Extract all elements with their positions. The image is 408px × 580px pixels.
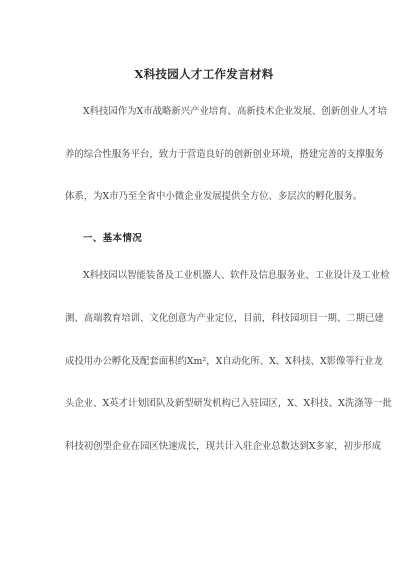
intro-line-3: 体系，为X市乃至全省中小微企业发展提供全方位、多层次的孵化服务。 — [65, 191, 363, 202]
intro-line-1: X科技园作为X市战略新兴产业培育、高新技术企业发展、创新创业人才培 — [83, 106, 387, 117]
intro-line-2: 养的综合性服务平台，致力于营造良好的创新创业环境，搭建完善的支撑服务 — [65, 149, 384, 160]
section-heading-basic-info: 一、基本情况 — [83, 233, 143, 244]
section1-line-5: 科技初创型企业在园区快速成长，现共计入驻企业总数达到X多家，初步形成 — [65, 441, 382, 452]
section1-line-4: 头企业、X英才计划团队及新型研发机构已入驻园区，X、X科技、X洗涤等一批 — [65, 398, 392, 409]
section1-line-1: X科技园以智能装备及工业机器人、软件及信息服务业、工业设计及工业检 — [83, 270, 390, 281]
section1-line-3: 成投用办公孵化及配套面积约Xm²，X自动化所、X、X科技、X影像等行业龙 — [65, 356, 383, 367]
document-title: X科技园人才工作发言材料 — [134, 67, 274, 81]
section1-line-2: 测、高端教育培训、文化创意为产业定位，目前，科技园项目一期、二期已建 — [65, 313, 384, 324]
